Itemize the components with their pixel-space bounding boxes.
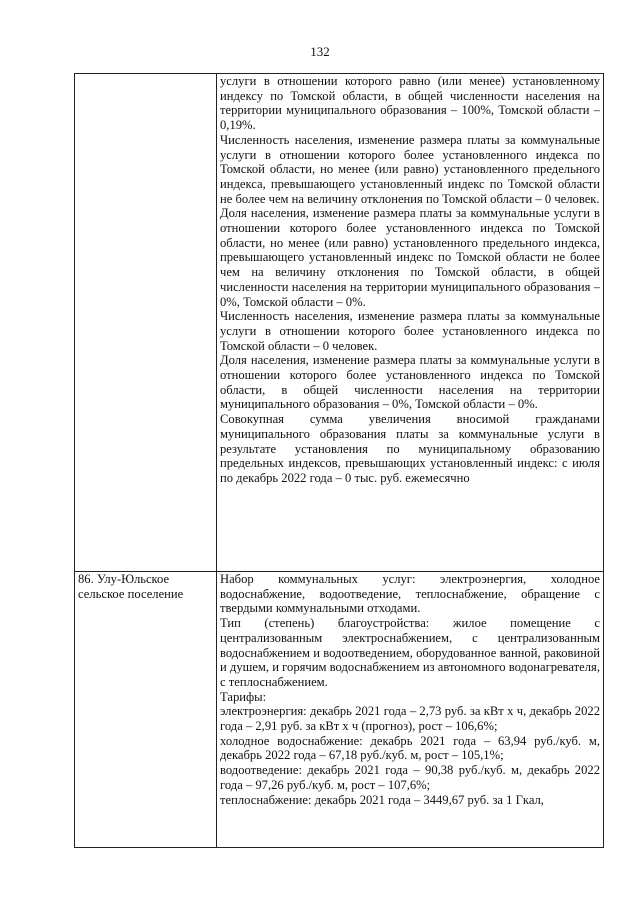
paragraph: Тип (степень) благоустройства: жилое помещение с централизованным электроснабжением, с централизованным водоснабжением и водоотведением, оборудованное ванной, раковиной и душем, и горячим водоснабжением из автономного водонагревателя, с теплоснабжением. [220, 616, 600, 689]
table-row [75, 74, 604, 572]
description-cell [217, 74, 604, 572]
description-cell [217, 572, 604, 848]
paragraph: Доля населения, изменение размера платы за коммунальные услуги в отношении которого более установленного индекса по Томской области, в общей численности населения на территории муниципального образования – 0%, Томской области – 0%. [220, 353, 600, 412]
paragraph: теплоснабжение: декабрь 2021 года – 3449,67 руб. за 1 Гкал, [220, 792, 544, 807]
municipality-cell [75, 74, 217, 572]
document-table [74, 73, 604, 848]
table-row [75, 572, 604, 848]
paragraph: Численность населения, изменение размера платы за коммунальные услуги в отношении которого более установленного индекса по Томской области, но менее (или равно) установленного предельного индекса, превышающего установленный индекс по Томской области не более чем на величину отклонения по Томской области – 0 человек. [220, 132, 600, 206]
paragraph: Численность населения, изменение размера платы за коммунальные услуги в отношении которого более установленного индекса по Томской области – 0 человек. [220, 309, 600, 353]
paragraph: услуги в отношении которого равно (или менее) установленному индексу по Томской области, в общей численности населения на территории муниципального образования – 100%, Томской области – 0,19%. [220, 74, 600, 133]
paragraph: Набор коммунальных услуг: электроэнергия, холодное водоснабжение, водоотведение, теплоснабжение, обращение с твердыми коммунальными отходами. [220, 572, 600, 616]
municipality-cell: 86. Улу-Юльское сельское поселение [75, 572, 217, 848]
paragraph: Тарифы: [220, 689, 267, 704]
paragraph: Доля населения, изменение размера платы за коммунальные услуги в отношении которого более установленного индекса по Томской области, но менее (или равно) установленного предельного индекса, превышающего установленный индекс по Томской области не более чем на величину отклонения по Томской области, в общей численности населения на территории муниципального образования – 0%, Томской области – 0%. [220, 206, 600, 309]
paragraph: холодное водоснабжение: декабрь 2021 года – 63,94 руб./куб. м, декабрь 2022 года – 67,18 руб./куб. м, рост – 105,1%; [220, 733, 600, 763]
paragraph: электроэнергия: декабрь 2021 года – 2,73 руб. за кВт х ч, декабрь 2022 года – 2,91 руб. за кВт х ч (прогноз), рост – 106,6%; [220, 704, 600, 734]
paragraph: водоотведение: декабрь 2021 года – 90,38 руб./куб. м, декабрь 2022 года – 97,26 руб./куб. м, рост – 107,6%; [220, 763, 600, 792]
page-number: 132 [310, 44, 330, 59]
paragraph: Совокупная сумма увеличения вносимой гражданами муниципального образования платы за коммунальные услуги в результате установления по муниципальному образованию предельных индексов, превышающих установленный индекс: с июля по декабрь 2022 года – 0 тыс. руб. ежемесячно [220, 412, 600, 485]
